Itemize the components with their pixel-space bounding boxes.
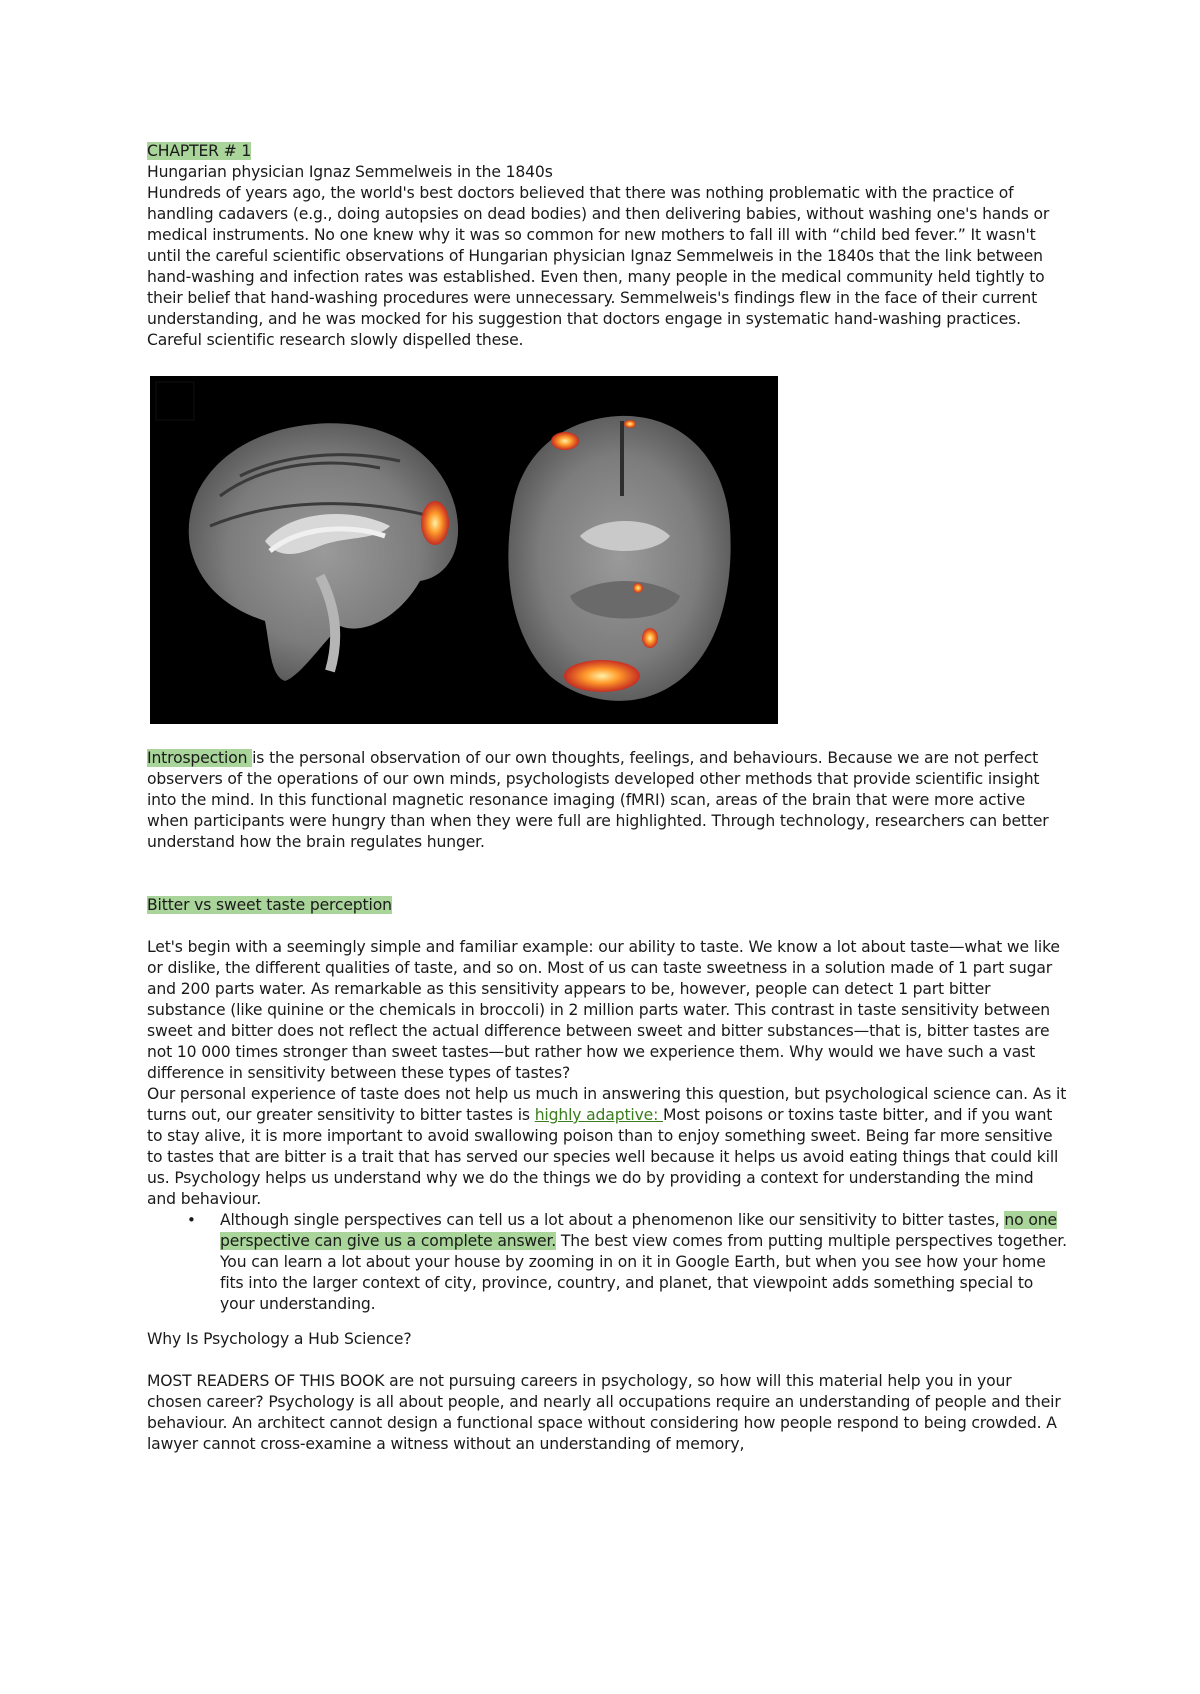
- chapter-label: CHAPTER # 1: [147, 142, 252, 160]
- taste-heading: Bitter vs sweet taste perception: [147, 896, 392, 914]
- highly-adaptive-link[interactable]: highly adaptive:: [534, 1106, 664, 1124]
- activation-region: [624, 420, 636, 428]
- activation-region: [421, 501, 449, 545]
- document-body: [147, 141, 1067, 1455]
- intro-paragraph: Hundreds of years ago, the world's best doctors believed that there was nothing problematic with the practice of handling cadavers (e.g., doing autopsies on dead bodies) and then delivering babies, without washing one's hands or medical instruments. No one knew why it was so common for new mothers to fall ill with “child bed fever.” It wasn't until the careful scientific observations of Hungarian physician Ignaz Semmelweis in the 1840s that the link between hand-washing and infection rates was established. Even then, many people in the medical community held tightly to their belief that hand-washing procedures were unnecessary. Semmelweis's findings flew in the face of their current understanding, and he was mocked for his suggestion that doctors engage in systematic hand-washing practices. Careful scientific research slowly dispelled these.: [147, 184, 1050, 349]
- introspection-paragraph: Introspection is the personal observation of our own thoughts, feelings, and behaviours. Because we are not perfect observers of the operations of our own minds, psychologists developed other methods that provide scientific insight into the mind. In this functional magnetic resonance imaging (fMRI) scan, areas of the brain that were more active when participants were hungry than when they were full are highlighted. Through technology, researchers can better understand how the brain regulates hunger.: [147, 749, 1049, 851]
- activation-region: [564, 660, 640, 692]
- perspectives-list: [147, 1210, 1067, 1315]
- activation-region: [633, 583, 643, 593]
- bullet-icon: •: [187, 1211, 196, 1229]
- taste-paragraph-2: Our personal experience of taste does not help us much in answering this question, but psychological science can. As it turns out, our greater sensitivity to bitter tastes is highly adaptive: Most poisons or toxins taste bitter, and if you want to stay alive, it is more important to avoid swallowing poison than to enjoy something sweet. Being far more sensitive to tastes that are bitter is a trait that has served our species well because it helps us avoid eating things that could kill us. Psychology helps us understand why we do the things we do by providing a context for understanding the mind and behaviour.: [147, 1085, 1067, 1208]
- axial-brain-view: [508, 416, 730, 701]
- activation-region: [642, 628, 658, 648]
- taste-paragraph-1: Let's begin with a seemingly simple and familiar example: our ability to taste. We know a lot about taste—what we like or dislike, the different qualities of taste, and so on. Most of us can taste sweetness in a solution made of 1 part sugar and 200 parts water. As remarkable as this sensitivity appears to be, however, people can detect 1 part bitter substance (like quinine or the chemicals in broccoli) in 2 million parts water. This contrast in taste sensitivity between sweet and bitter does not reflect the actual difference between sweet and bitter substances—that is, bitter tastes are not 10 000 times stronger than sweet tastes—but rather how we experience them. Why would we have such a vast difference in sensitivity between these types of tastes?: [147, 938, 1060, 1082]
- list-item: • Although single perspectives can tell us a lot about a phenomenon like our sensitivity to bitter tastes, no one perspective can give us a complete answer. The best view comes from putting multiple perspectives together. You can learn a lot about your house by zooming in on it in Google Earth, but when you see how your home fits into the larger context of city, province, country, and planet, that viewpoint adds something special to your understanding.: [187, 1211, 1067, 1313]
- hub-heading: Why Is Psychology a Hub Science?: [147, 1330, 412, 1348]
- subtitle: Hungarian physician Ignaz Semmelweis in the 1840s: [147, 163, 553, 181]
- hub-paragraph: MOST READERS OF THIS BOOK are not pursuing careers in psychology, so how will this material help you in your chosen career? Psychology is all about people, and nearly all occupations require an understanding of people and their behaviour. An architect cannot design a functional space without considering how people respond to being crowded. A lawyer cannot cross-examine a witness without an understanding of memory,: [147, 1372, 1061, 1453]
- fmri-brain-figure: [150, 376, 778, 724]
- activation-region: [551, 432, 579, 450]
- black-marker-square: [156, 382, 194, 420]
- fmri-brain-scan-image: [150, 376, 778, 724]
